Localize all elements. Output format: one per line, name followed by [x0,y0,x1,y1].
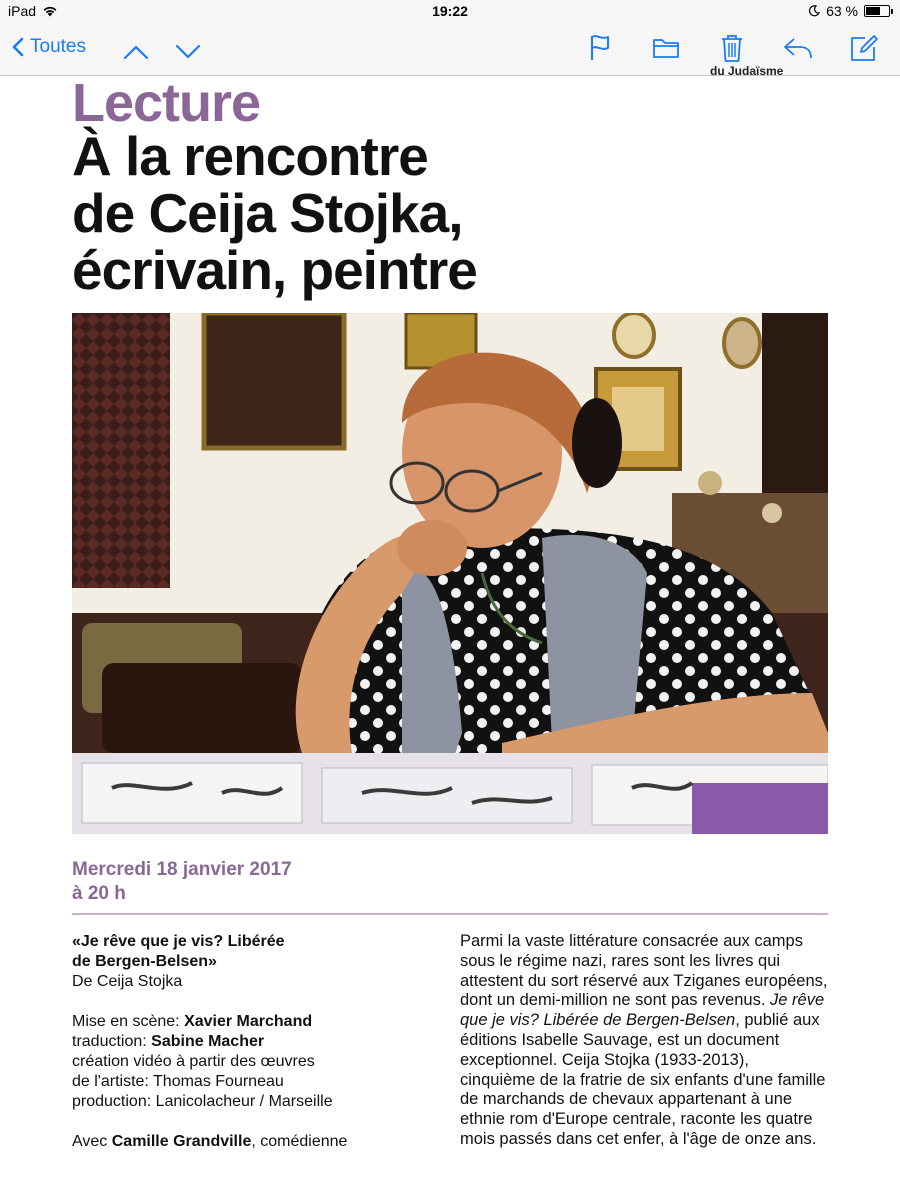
event-date [72,858,292,906]
status-bar [0,0,900,24]
section-label-cropped: du Judaïsme [710,66,784,76]
headline-line: écrivain, peintre [72,239,477,301]
cast-prefix: Avec [72,1133,112,1150]
compose-button[interactable] [848,32,880,64]
show-title-line: «Je rêve que je vis? Libérée [72,933,285,950]
back-button[interactable] [12,36,86,58]
credits-title-block [72,932,412,992]
chevron-up-icon [123,44,149,60]
video-credit-line: de l'artiste: Thomas Fourneau [72,1073,284,1090]
event-date-time: à 20 h [72,883,126,904]
event-date-day: Mercredi 18 janvier 2017 [72,859,292,880]
battery-percent: 63 % [826,3,858,19]
flag-button[interactable] [584,32,616,64]
article-headline [72,125,832,301]
compose-icon [849,33,879,63]
divider [72,913,828,915]
translation-label: traduction: [72,1033,152,1050]
staging-label: Mise en scène: [72,1013,185,1030]
body-text: , publié aux éditions Isabelle Sauvage, est un document exceptionnel. Ceija Stojka (1933-2013), cinquième de la fratrie de six enfants d'une famille de marchands de chevaux appartenant à une ethnie rom d'Europe centrale, raconte les quatre mois passés dans cet enfer, à l'âge de onze ans. [460,1011,826,1148]
staging-name: Xavier Marchand [184,1013,313,1030]
video-credit-line: création vidéo à partir des œuvres [72,1053,315,1070]
chevron-down-icon [175,44,201,60]
portrait-illustration [72,313,828,834]
reply-arrow-icon [782,36,814,60]
battery-icon [864,5,890,17]
moon-icon [808,5,820,17]
show-title-line: de Bergen-Belsen» [72,953,217,970]
translation-name: Sabine Macher [151,1033,265,1050]
credits-crew-block [72,1012,412,1112]
reply-button[interactable] [782,32,814,64]
book-title: Je rêve que je vis? Libérée de Bergen-Belsen [460,991,825,1030]
next-message-button[interactable] [172,36,204,68]
battery-level [866,7,880,15]
chevron-left-icon [12,37,24,57]
article-kicker: Lecture [72,73,261,133]
article-photo [72,313,828,834]
trash-button[interactable] [716,32,748,64]
credits-cast-block [72,1132,412,1152]
clock: 19:22 [432,3,468,19]
folder-icon [652,36,680,60]
credits-column [72,932,412,1172]
show-author: De Ceija Stojka [72,973,183,990]
move-folder-button[interactable] [650,32,682,64]
article-body [460,932,828,1150]
headline-line: de Ceija Stojka, [72,182,463,244]
previous-message-button[interactable] [120,36,152,68]
headline-line: À la rencontre [72,125,428,187]
body-text: Parmi la vaste littérature consacrée aux camps sous le régime nazi, rares sont les livres qui attestent du sort réservé aux Tziganes européens, dont un demi-million ne sont pas revenus. [460,932,828,1010]
production-credit: production: Lanicolacheur / Marseille [72,1093,333,1110]
device-name: iPad [8,3,37,19]
trash-icon [720,33,744,63]
cast-suffix: , comédienne [251,1133,348,1150]
back-label: Toutes [30,36,86,57]
flag-icon [588,34,612,62]
cast-name: Camille Grandville [111,1133,252,1150]
